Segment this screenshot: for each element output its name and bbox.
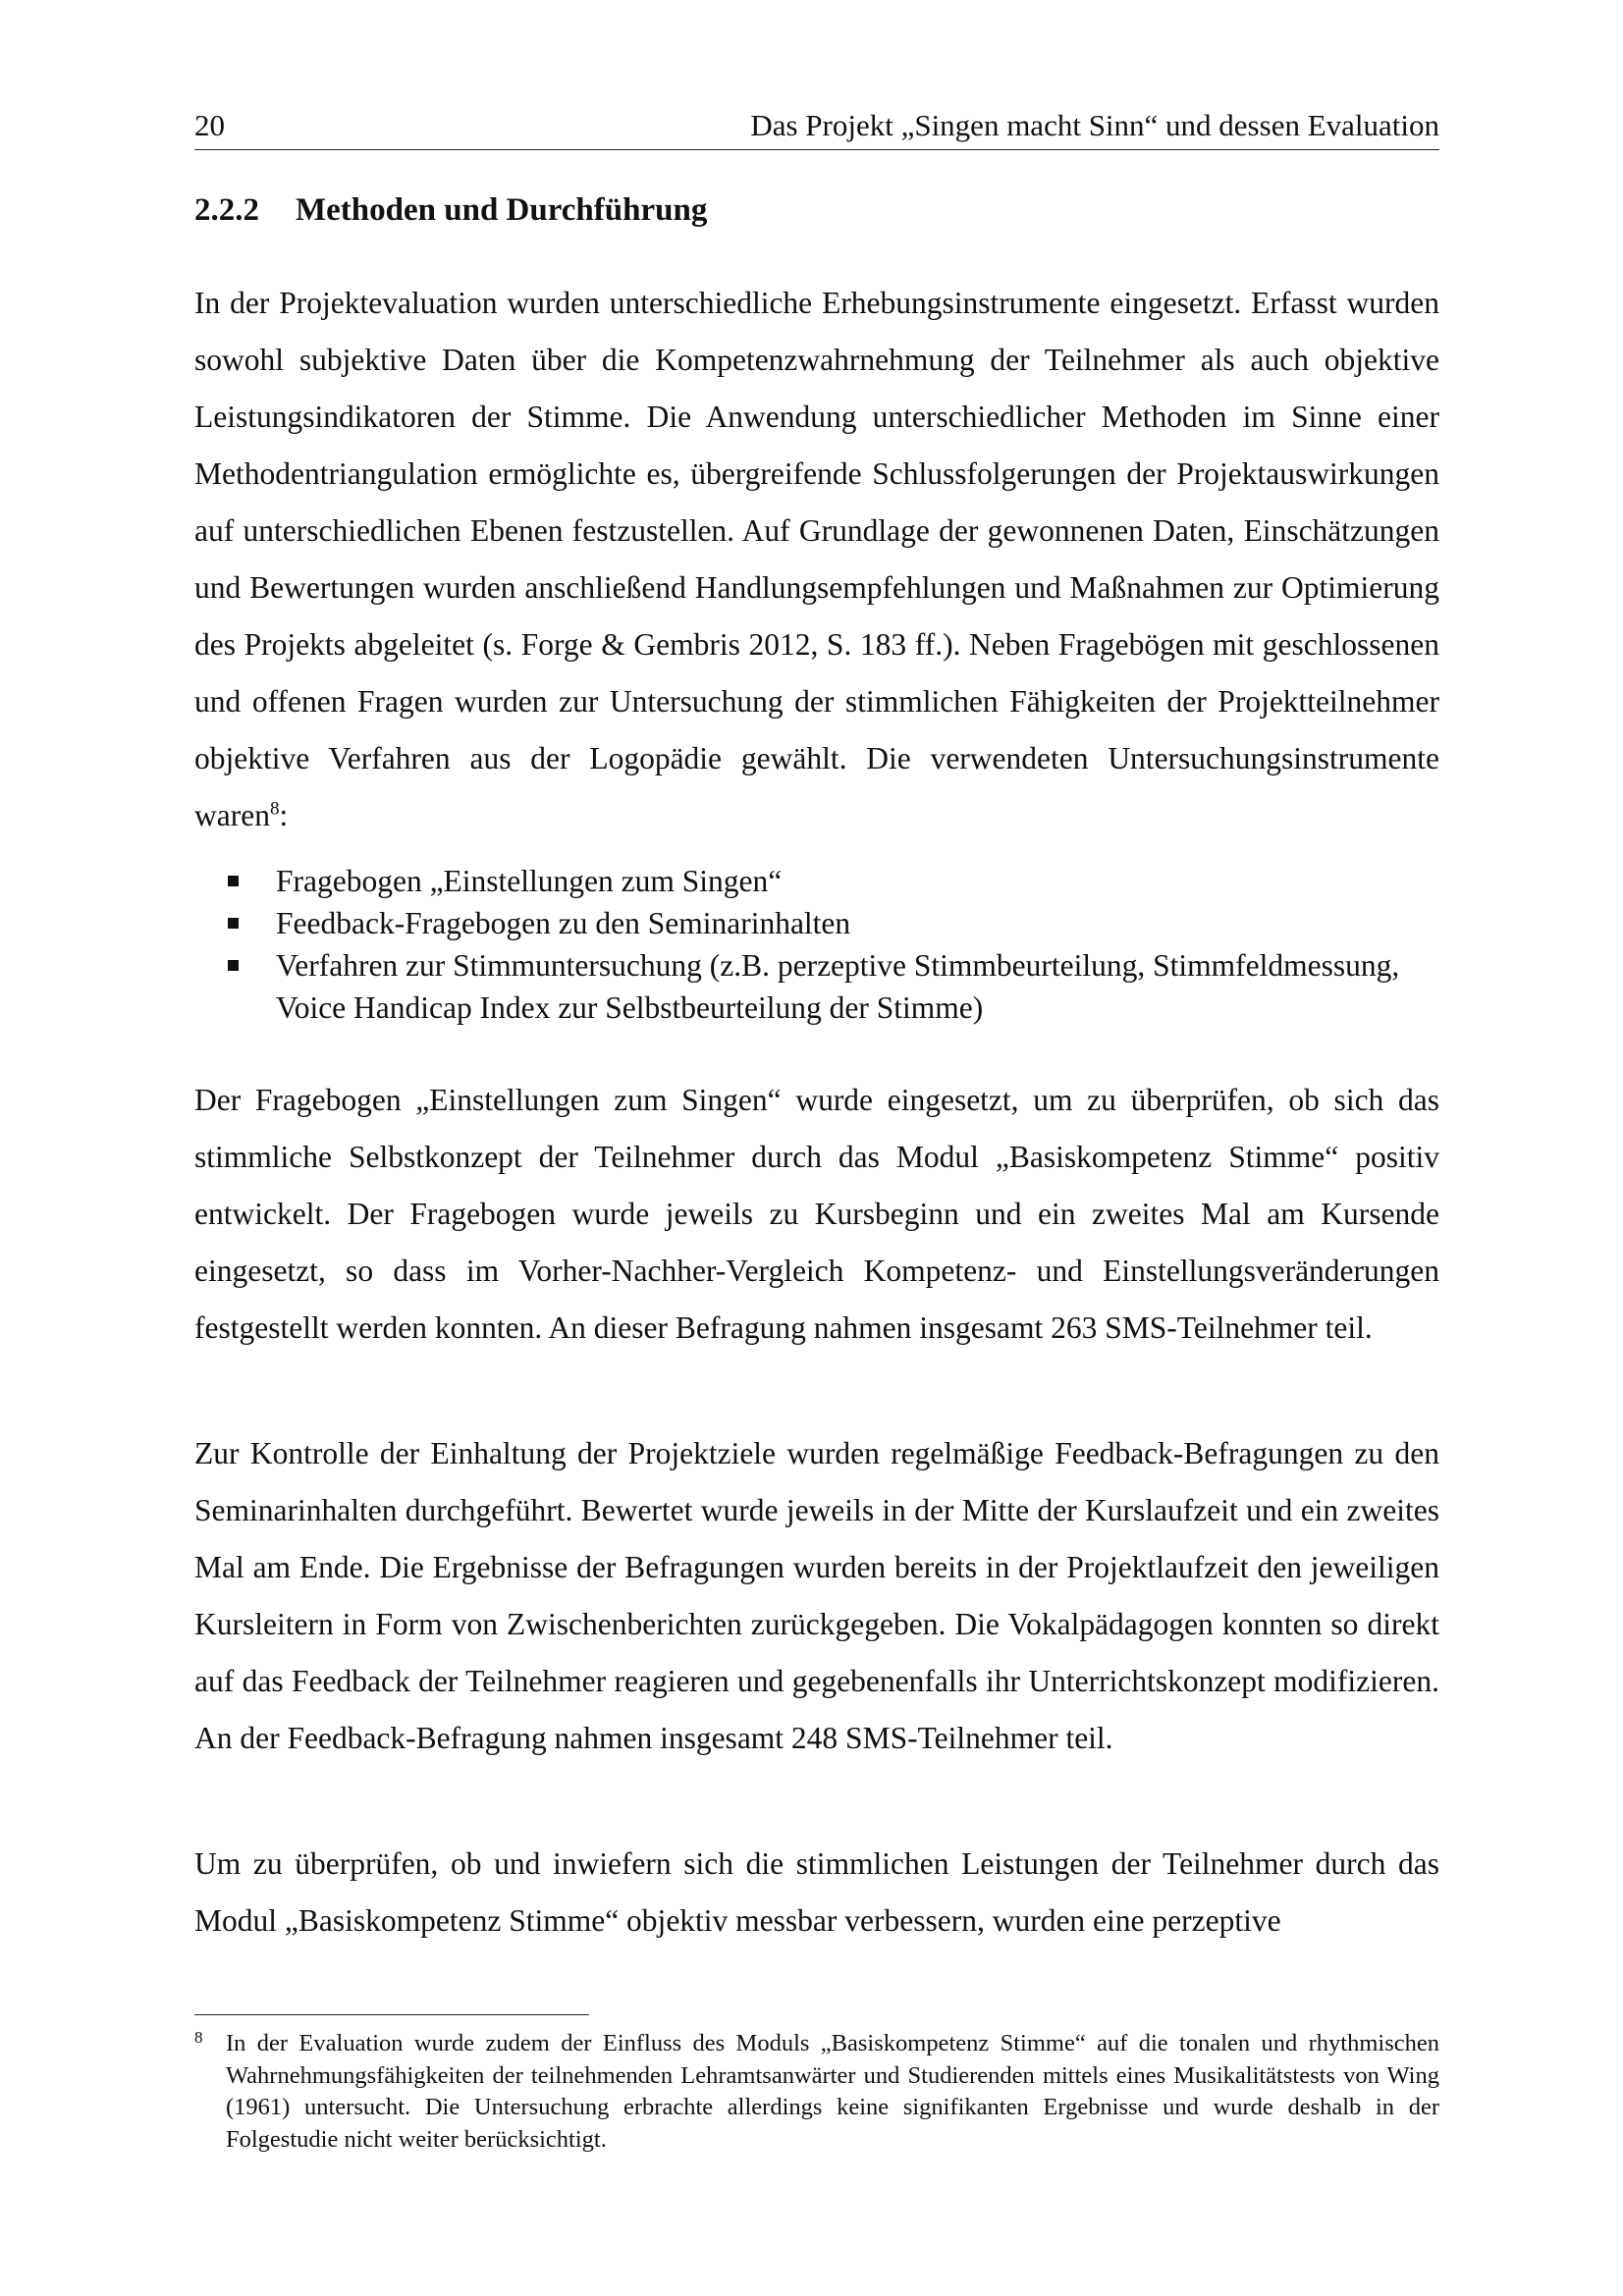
paragraph-methods-intro [194, 275, 1439, 844]
footnote-text: In der Evaluation wurde zudem der Einfluss des Moduls „Basiskompetenz Stimme“ auf die tonalen und rhythmischen Wahrnehmungsfähigkeiten der teilnehmenden Lehramtsanwärter und Studierenden mittels eines Musikalitätstests von Wing (1961) untersucht. Die Untersuchung erbrachte allerdings keine signifikanten Ergebnisse und wurde deshalb in der Folgestudie nicht weiter berücksichtigt. [226, 2030, 1439, 2153]
list-item [194, 944, 1439, 1029]
bullet-square-icon [228, 960, 239, 971]
instrument-list [194, 860, 1439, 1029]
bullet-square-icon [228, 876, 239, 886]
footnote-reference: 8 [269, 798, 280, 820]
bullet-square-icon [228, 918, 239, 929]
section-title: Methoden und Durchführung [296, 192, 708, 228]
running-header [194, 106, 1439, 150]
section-number: 2.2.2 [194, 192, 259, 228]
paragraph-questionnaire: Der Fragebogen „Einstellungen zum Singen“ wurde eingesetzt, um zu überprüfen, ob sich das stimmliche Selbstkonzept der Teilnehmer durch das Modul „Basiskompetenz Stimme“ positiv entwickelt. Der Fragebogen wurde jeweils zu Kursbeginn und ein zweites Mal am Kursende eingesetzt, so dass im Vorher-Nachher-Vergleich Kompetenz- und Einstellungsveränderungen festgestellt werden konnten. An dieser Befragung nahmen insgesamt 263 SMS-Teilnehmer teil. [194, 1083, 1439, 1345]
page-number: 20 [194, 108, 225, 142]
running-title: Das Projekt „Singen macht Sinn“ und dessen Evaluation [750, 108, 1439, 142]
list-item-text: Fragebogen „Einstellungen zum Singen“ [276, 864, 783, 898]
list-item-text: Feedback-Fragebogen zu den Seminarinhalten [276, 906, 851, 940]
paragraph-feedback: Zur Kontrolle der Einhaltung der Projektziele wurden regelmäßige Feedback-Befragungen zu den Seminarinhalten durchgeführt. Bewertet wurde jeweils in der Mitte der Kurslaufzeit und ein zweites Mal am Ende. Die Ergebnisse der Befragungen wurden bereits in der Projektlaufzeit den jeweiligen Kursleitern in Form von Zwischenberichten zurückgegeben. Die Vokalpädagogen konnten so direkt auf das Feedback der Teilnehmer reagieren und gegebenenfalls ihr Unterrichtskonzept modifizieren. An der Feedback-Befragung nahmen insgesamt 248 SMS-Teilnehmer teil. [194, 1436, 1439, 1755]
section-heading [194, 192, 707, 229]
paragraph-voice-assessment: Um zu überprüfen, ob und inwiefern sich die stimmlichen Leistungen der Teilnehmer durch das Modul „Basiskompetenz Stimme“ objektiv messbar verbessern, wurden eine perzeptive [194, 1846, 1439, 1938]
list-item-text: Verfahren zur Stimmuntersuchung (z.B. perzeptive Stimmbeurteilung, Stimmfeldmessung, Voice Handicap Index zur Selbstbeurteilung der Stimme) [276, 948, 1400, 1025]
footnote [194, 2028, 1439, 2156]
footnote-mark: 8 [194, 2028, 203, 2047]
list-item [194, 860, 1439, 902]
footnote-divider [194, 2014, 589, 2015]
document-page [194, 0, 1439, 2296]
list-item [194, 902, 1439, 944]
paragraph-tail: : [279, 798, 289, 832]
paragraph-text: In der Projektevaluation wurden unterschiedliche Erhebungsinstrumente eingesetzt. Erfasst wurden sowohl subjektive Daten über die Kompetenzwahrnehmung der Teilnehmer als auch objektive Leistungsindikatoren der Stimme. Die Anwendung unterschiedlicher Methoden im Sinne einer Methodentriangulation ermöglichte es, übergreifende Schlussfolgerungen der Projektauswirkungen auf unterschiedlichen Ebenen festzustellen. Auf Grundlage der gewonnenen Daten, Einschätzungen und Bewertungen wurden anschließend Handlungsempfehlungen und Maßnahmen zur Optimierung des Projekts abgeleitet (s. Forge & Gembris 2012, S. 183 ff.). Neben Fragebögen mit geschlossenen und offenen Fragen wurden zur Untersuchung der stimmlichen Fähigkeiten der Projektteilnehmer objektive Verfahren aus der Logopädie gewählt. Die verwendeten Untersuchungsinstrumente waren [194, 286, 1439, 832]
